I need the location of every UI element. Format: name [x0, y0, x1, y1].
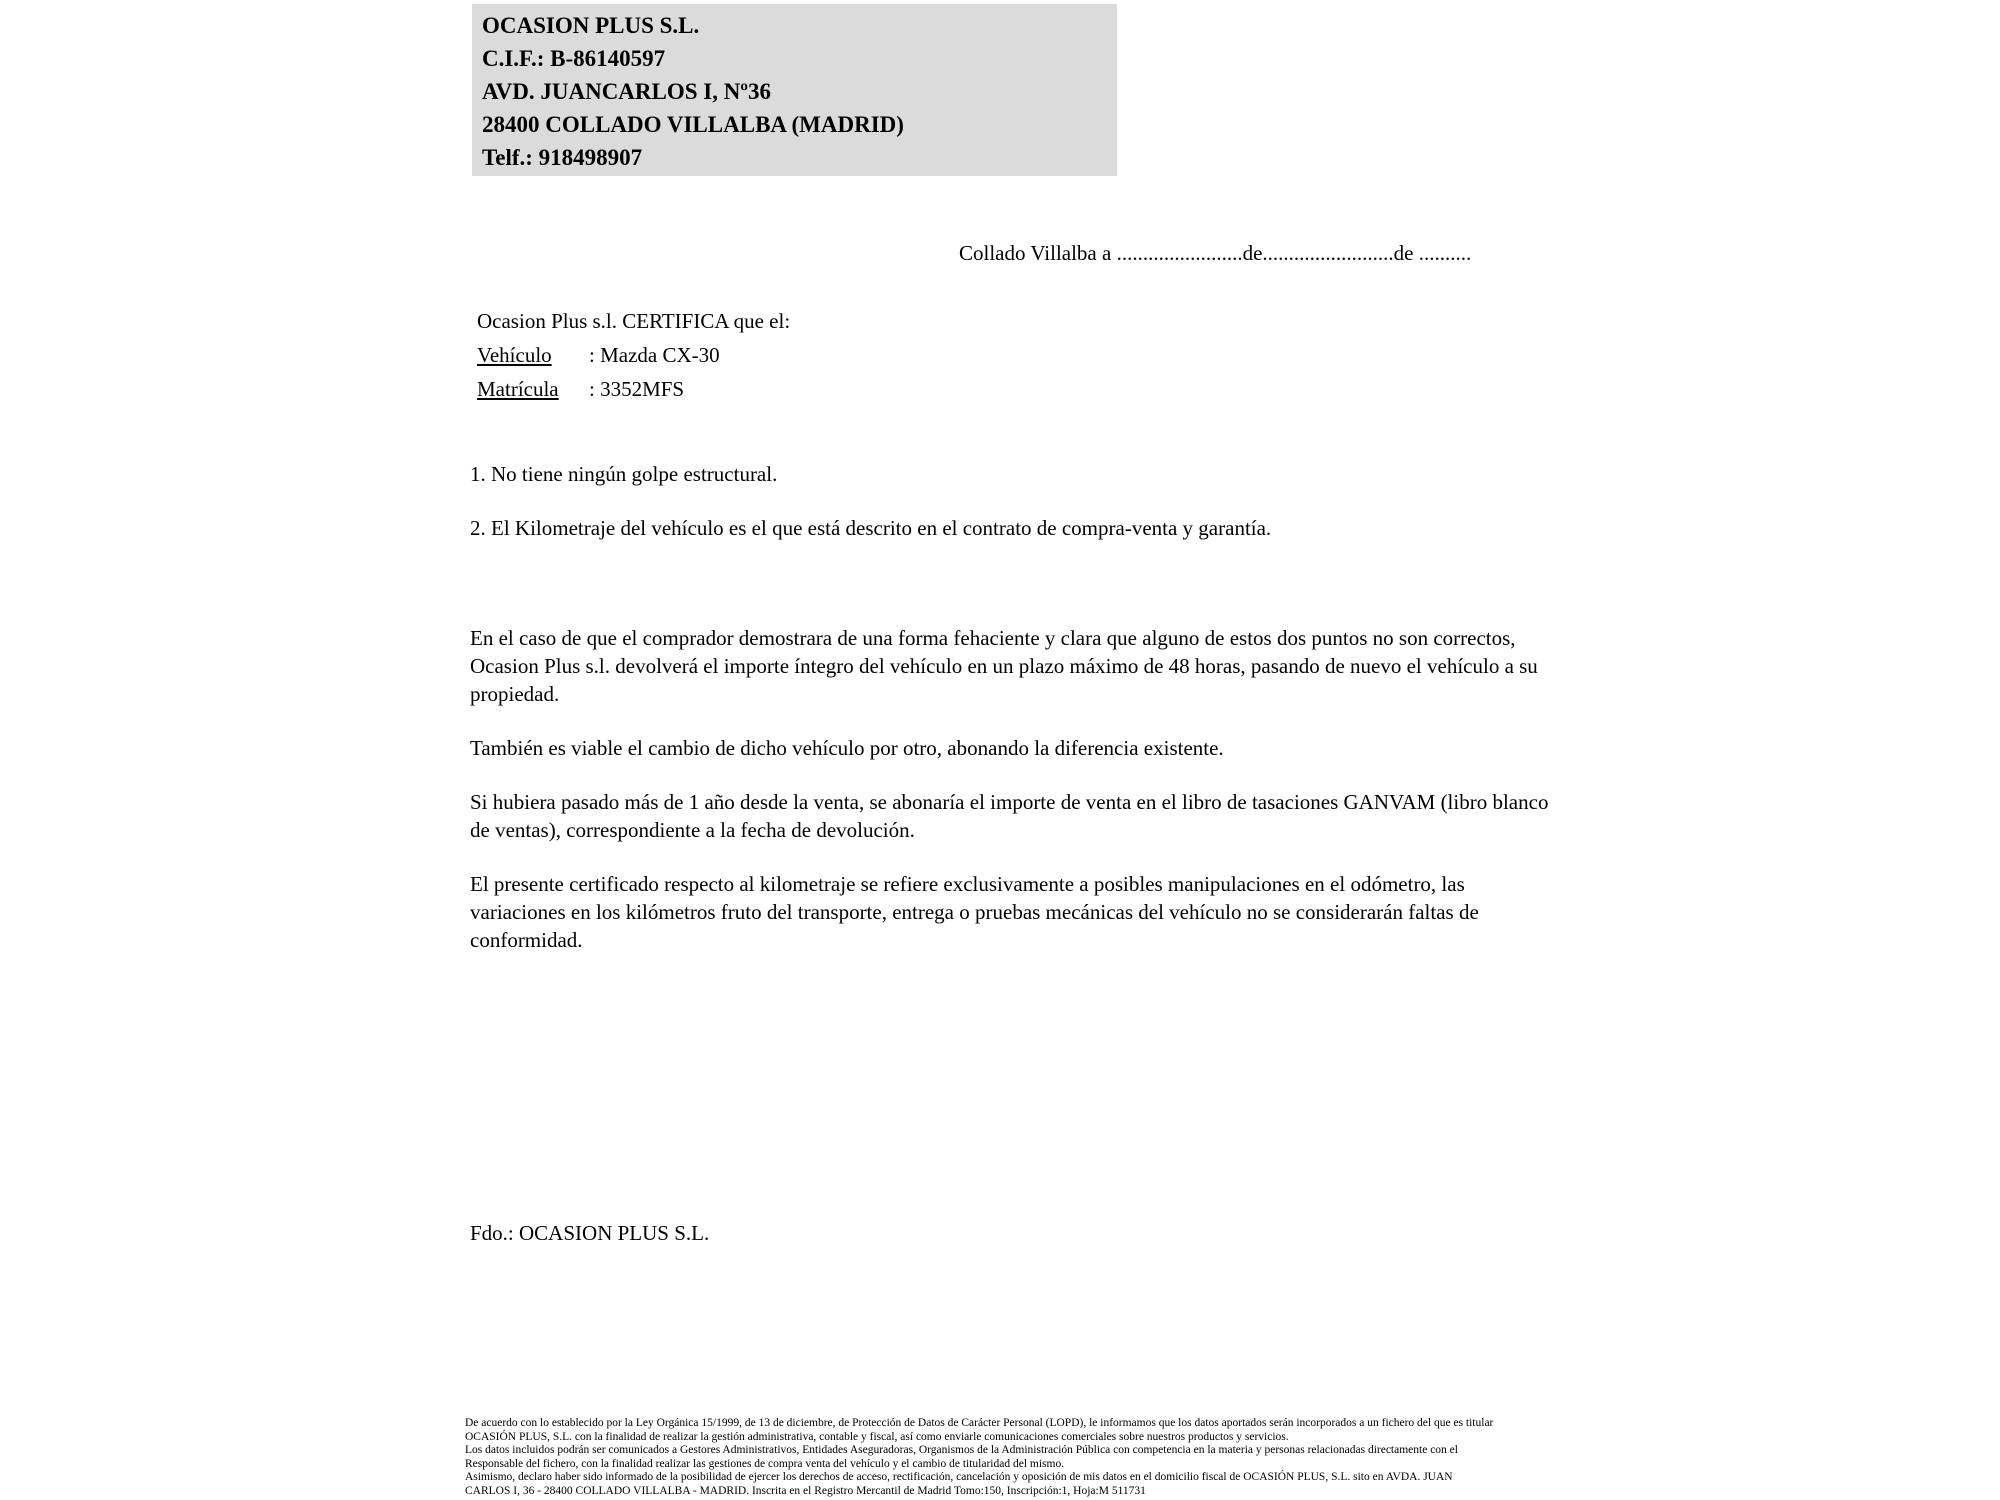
- plate-value: : 3352MFS: [589, 377, 685, 401]
- legal-line: Asimismo, declaro haber sido informado de la posibilidad de ejercer los derechos de acceso, rectificación, cancelación y oposición de mis datos en el domicilio fiscal de OCASIÓN PLUS, S.L. sito en AVDA. JUAN: [465, 1471, 1453, 1484]
- legal-line: Responsable del fichero, con la finalidad realizar las gestiones de compra venta del vehículo y el cambio de titularidad del mismo.: [465, 1457, 1065, 1470]
- legal-line: CARLOS I, 36 - 28400 COLLADO VILLALBA - MADRID. Inscrita en el Registro Mercantil de Madrid Tomo:150, Inscripción:1, Hoja:M 511731: [465, 1484, 1146, 1497]
- legal-line: Los datos incluidos podrán ser comunicados a Gestores Administrativos, Entidades Aseguradoras, Organismos de la Administración Pública con competencia en la materia y personas relacionadas directamente con el: [465, 1444, 1458, 1457]
- signature-line: Fdo.: OCASION PLUS S.L.: [470, 1221, 710, 1245]
- vehicle-value: : Mazda CX-30: [589, 343, 720, 367]
- paragraph-exchange: También es viable el cambio de dicho vehículo por otro, abonando la diferencia existente.: [470, 736, 1224, 760]
- paragraph-odometer: El presente certificado respecto al kilometraje se refiere exclusivamente a posibles manipulaciones en el odómetro, las variaciones en los kilómetros fruto del transporte, entrega o pruebas mecánicas del vehículo no se considerarán faltas de conformidad.: [470, 872, 1479, 952]
- legal-line: OCASIÓN PLUS, S.L. con la finalidad de realizar la gestión administrativa, contable y fiscal, así como enviarle comunicaciones comerciales sobre nuestros productos y servicios.: [465, 1430, 1289, 1443]
- body-paragraphs: [470, 624, 1562, 980]
- company-phone: Telf.: 918498907: [482, 145, 643, 170]
- company-address: AVD. JUANCARLOS I, Nº36: [482, 79, 771, 104]
- plate-label: Matrícula: [477, 377, 559, 401]
- company-header-box: [472, 4, 1117, 176]
- statement-2: 2. El Kilometraje del vehículo es el que está descrito en el contrato de compra-venta y garantía.: [470, 516, 1272, 540]
- vehicle-label: Vehículo: [477, 343, 552, 367]
- certification-intro: Ocasion Plus s.l. CERTIFICA que el:: [477, 309, 791, 333]
- company-cif: C.I.F.: B-86140597: [482, 46, 666, 71]
- plate-row: [477, 372, 790, 406]
- paragraph-refund: En el caso de que el comprador demostrara de una forma fehaciente y clara que alguno de estos dos puntos no son correctos, Ocasion Plus s.l. devolverá el importe íntegro del vehículo en un plazo máximo de 48 horas, pasando de nuevo el vehículo a su propiedad.: [470, 626, 1538, 706]
- vehicle-row: [477, 338, 790, 372]
- company-name: OCASION PLUS S.L.: [482, 13, 700, 38]
- legal-line: De acuerdo con lo establecido por la Ley Orgánica 15/1999, de 13 de diciembre, de Protección de Datos de Carácter Personal (LOPD), le informamos que los datos aportados serán incorporados a un fichero del que es titular: [465, 1417, 1494, 1429]
- date-line: Collado Villalba a ........................de.........................de ..........: [959, 241, 1472, 265]
- company-city: 28400 COLLADO VILLALBA (MADRID): [482, 112, 904, 137]
- paragraph-ganvam: Si hubiera pasado más de 1 año desde la venta, se abonaría el importe de venta en el libro de tasaciones GANVAM (libro blanco de ventas), correspondiente a la fecha de devolución.: [470, 790, 1549, 842]
- certification-block: [477, 304, 790, 406]
- statement-1: 1. No tiene ningún golpe estructural.: [470, 462, 778, 486]
- legal-fine-print: [465, 1417, 1493, 1499]
